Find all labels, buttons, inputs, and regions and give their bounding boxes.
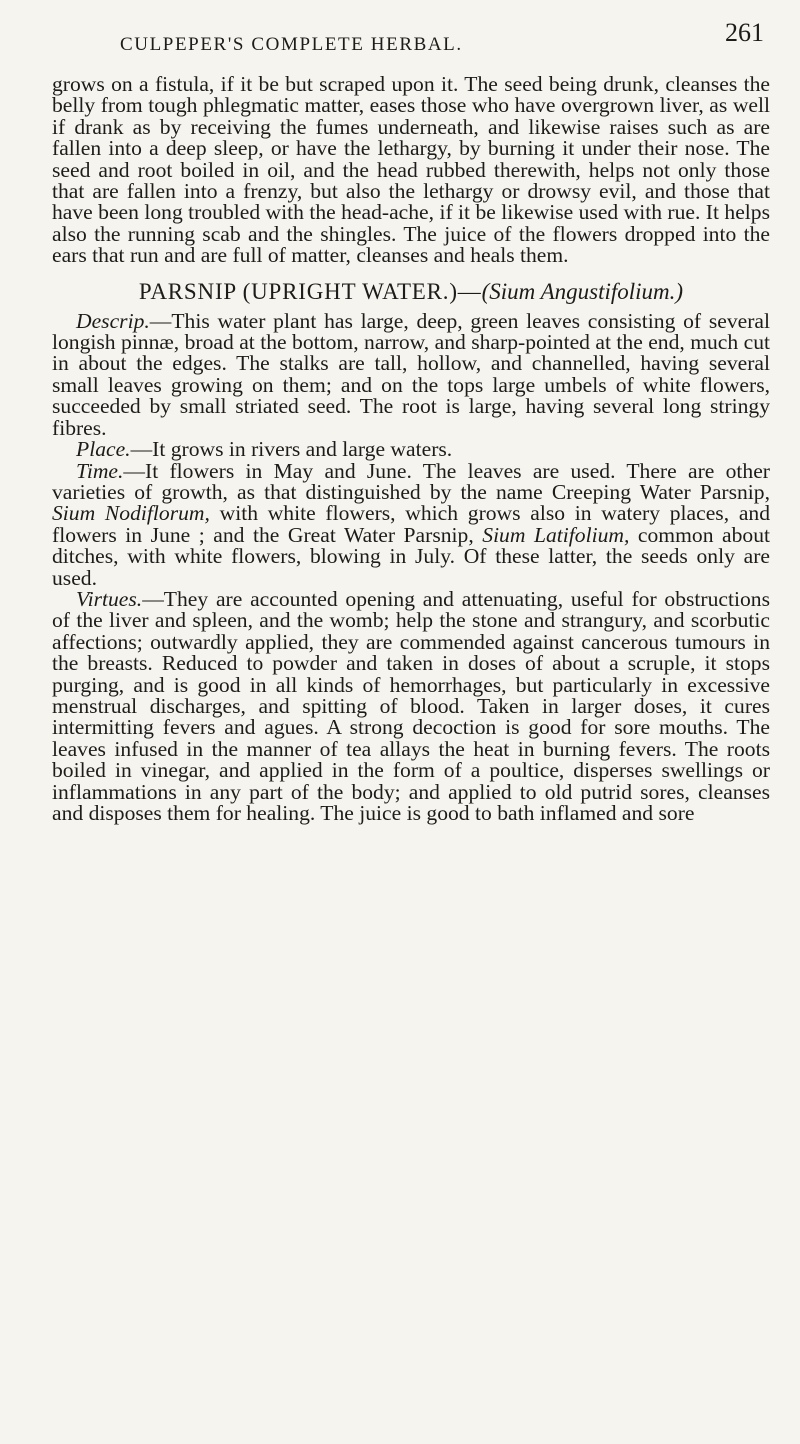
running-head	[52, 14, 770, 74]
species-name-latifolium: Sium Latifolium,	[482, 522, 630, 547]
place-paragraph	[52, 439, 770, 460]
virtues-text: —They are accounted opening and attenuating, useful for obstructions of the liver and spleen, and the womb; help the stone and strangury, and scorbutic affections; outwardly applied, they are commended against cancerous tumours in the breasts. Reduced to powder and taken in doses of about a scruple, it stops purging, and is good in all kinds of hemorrhages, but particularly in excessive menstrual discharges, and spitting of blood. Taken in larger doses, it cures intermitting fevers and agues. A strong decoction is good for sore mouths. The leaves infused in the manner of tea allays the heat in burning fevers. The roots boiled in vinegar, and applied in the form of a poultice, disperses swellings or inflammations in any part of the body; and applied to old putrid sores, cleanses and disposes them for healing. The juice is good to bath inflamed and sore	[52, 586, 770, 825]
entry-heading	[52, 279, 770, 305]
descrip-label: Descrip.	[76, 308, 150, 333]
virtues-label: Virtues.	[76, 586, 143, 611]
time-text-2: with white flowers, which grows also in watery places, and flowers in June ; and the Great Water Parsnip,	[52, 501, 770, 547]
time-text-3: common about ditches, with white flowers, blowing in July. Of these latter, the seeds only are used.	[52, 522, 771, 590]
descrip-text: —This water plant has large, deep, green leaves consisting of several longish pinnæ, broad at the bottom, narrow, and sharp-pointed at the end, much cut in about the edges. The stalks are tall, hollow, and channelled, having several small leaves growing on them; and on the tops large umbels of white flowers, succeeded by small striated seed. The root is large, having several long stringy fibres.	[52, 308, 770, 440]
species-name-nodiflorum: Sium Nodiflorum,	[52, 501, 210, 526]
entry-latin-name: (Sium Angustifolium.)	[481, 278, 684, 304]
continued-paragraph: grows on a fistula, if it be but scraped upon it. The seed being drunk, cleanses the belly from tough phlegmatic matter, eases those who have overgrown liver, as well if drank as by receiving the fumes underneath, and likewise raises such as are fallen into a deep sleep, or have the lethargy, by burning it under their nose. The seed and root boiled in oil, and the head rubbed therewith, helps not only those that are fallen into a frenzy, but also the lethargy or drowsy evil, and those that have been long troubled with the head-ache, if it be likewise used with rue. It helps also the running scab and the shingles. The juice of the flowers dropped into the ears that run and are full of matter, cleanses and heals them.	[52, 72, 770, 268]
running-title: CULPEPER'S COMPLETE HERBAL.	[120, 34, 463, 55]
time-text-1: —It flowers in May and June. The leaves are used. There are other varieties of growth, as that distinguished by the name Creeping Water Parsnip,	[52, 458, 770, 504]
time-paragraph	[52, 458, 771, 590]
place-label: Place.	[76, 437, 131, 462]
page-number: 261	[725, 18, 764, 47]
time-label: Time.	[76, 458, 124, 483]
place-text: —It grows in rivers and large waters.	[130, 437, 453, 462]
virtues-paragraph	[52, 586, 770, 825]
body-text	[52, 74, 770, 824]
description-paragraph	[52, 308, 770, 440]
entry-title: PARSNIP (UPRIGHT WATER.)—	[138, 278, 482, 304]
